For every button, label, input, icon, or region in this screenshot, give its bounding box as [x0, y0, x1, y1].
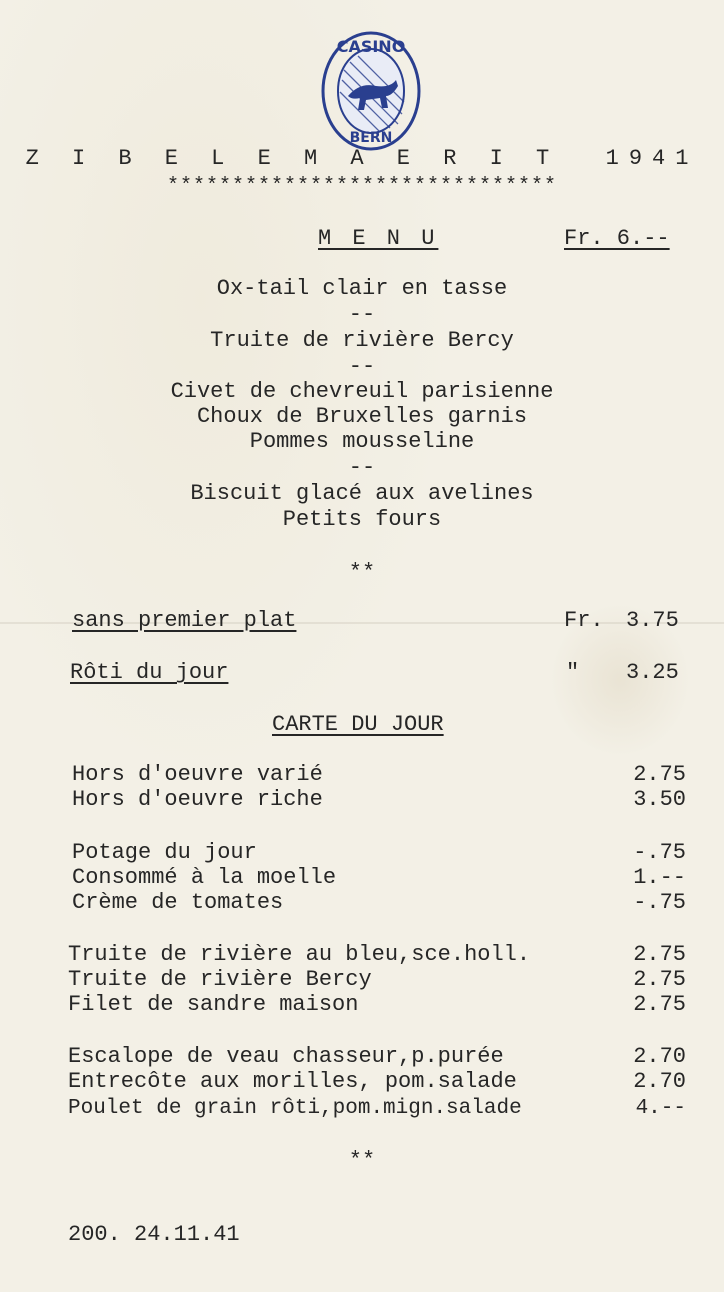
- carte-item-price: 1.--: [633, 865, 686, 890]
- course-5: Pommes mousseline: [249, 429, 475, 454]
- carte-item-name: Potage du jour: [72, 840, 257, 865]
- course-1: Ox-tail clair en tasse: [216, 276, 508, 301]
- logo-text-top: CASINO: [336, 37, 406, 56]
- carte-item-name: Entrecôte aux morilles, pom.salade: [68, 1069, 517, 1094]
- carte-item-name: Hors d'oeuvre riche: [72, 787, 323, 812]
- logo-text-bottom: BERN: [349, 130, 393, 146]
- carte-item-name: Crème de tomates: [72, 890, 284, 915]
- menu-label: M E N U: [318, 226, 439, 251]
- event-title: Z I B E L E M A E R I T 1941: [25, 146, 699, 171]
- footer-note: 200. 24.11.41: [68, 1222, 240, 1247]
- course-6: Biscuit glacé aux avelines: [190, 481, 534, 506]
- extra-1-label: sans premier plat: [72, 608, 297, 633]
- extra-2-label: Rôti du jour: [70, 660, 229, 685]
- extra-1-price: 3.75: [626, 608, 679, 633]
- carte-item-name: Consommé à la moelle: [72, 865, 337, 890]
- carte-item-price: -.75: [633, 890, 686, 915]
- course-2: Truite de rivière Bercy: [210, 328, 514, 353]
- course-4: Choux de Bruxelles garnis: [196, 404, 528, 429]
- carte-item-price: 2.75: [633, 942, 686, 967]
- carte-title: CARTE DU JOUR: [272, 712, 444, 737]
- carte-item-name: Hors d'oeuvre varié: [72, 762, 323, 787]
- extra-1-prefix: Fr.: [564, 608, 604, 633]
- carte-item-price: 3.50: [633, 787, 686, 812]
- title-stars: ******************************: [166, 175, 558, 198]
- carte-item-price: 2.75: [633, 762, 686, 787]
- course-sep-3: --: [348, 455, 376, 480]
- carte-item-price: 2.75: [633, 967, 686, 992]
- carte-item-name: Escalope de veau chasseur,p.purée: [68, 1044, 504, 1069]
- carte-item-price: 2.75: [633, 992, 686, 1017]
- carte-item-price: -.75: [633, 840, 686, 865]
- menu-price: Fr. 6.--: [564, 226, 670, 251]
- course-7: Petits fours: [282, 507, 442, 532]
- extra-2-prefix: ": [566, 660, 580, 685]
- carte-item-price: 4.--: [635, 1097, 686, 1120]
- course-sep-1: --: [348, 302, 376, 327]
- carte-item-name: Truite de rivière Bercy: [68, 967, 372, 992]
- course-3: Civet de chevreuil parisienne: [170, 379, 554, 404]
- extra-2-price: 3.25: [626, 660, 679, 685]
- carte-item-price: 2.70: [633, 1044, 686, 1069]
- carte-item-name: Poulet de grain rôti,pom.mign.salade: [68, 1097, 522, 1120]
- menu-separator: **: [348, 560, 376, 585]
- carte-item-name: Truite de rivière au bleu,sce.holl.: [68, 942, 531, 967]
- course-sep-2: --: [348, 354, 376, 379]
- casino-bern-logo: [320, 30, 422, 152]
- carte-separator: **: [348, 1148, 376, 1173]
- carte-item-price: 2.70: [633, 1069, 686, 1094]
- carte-item-name: Filet de sandre maison: [68, 992, 359, 1017]
